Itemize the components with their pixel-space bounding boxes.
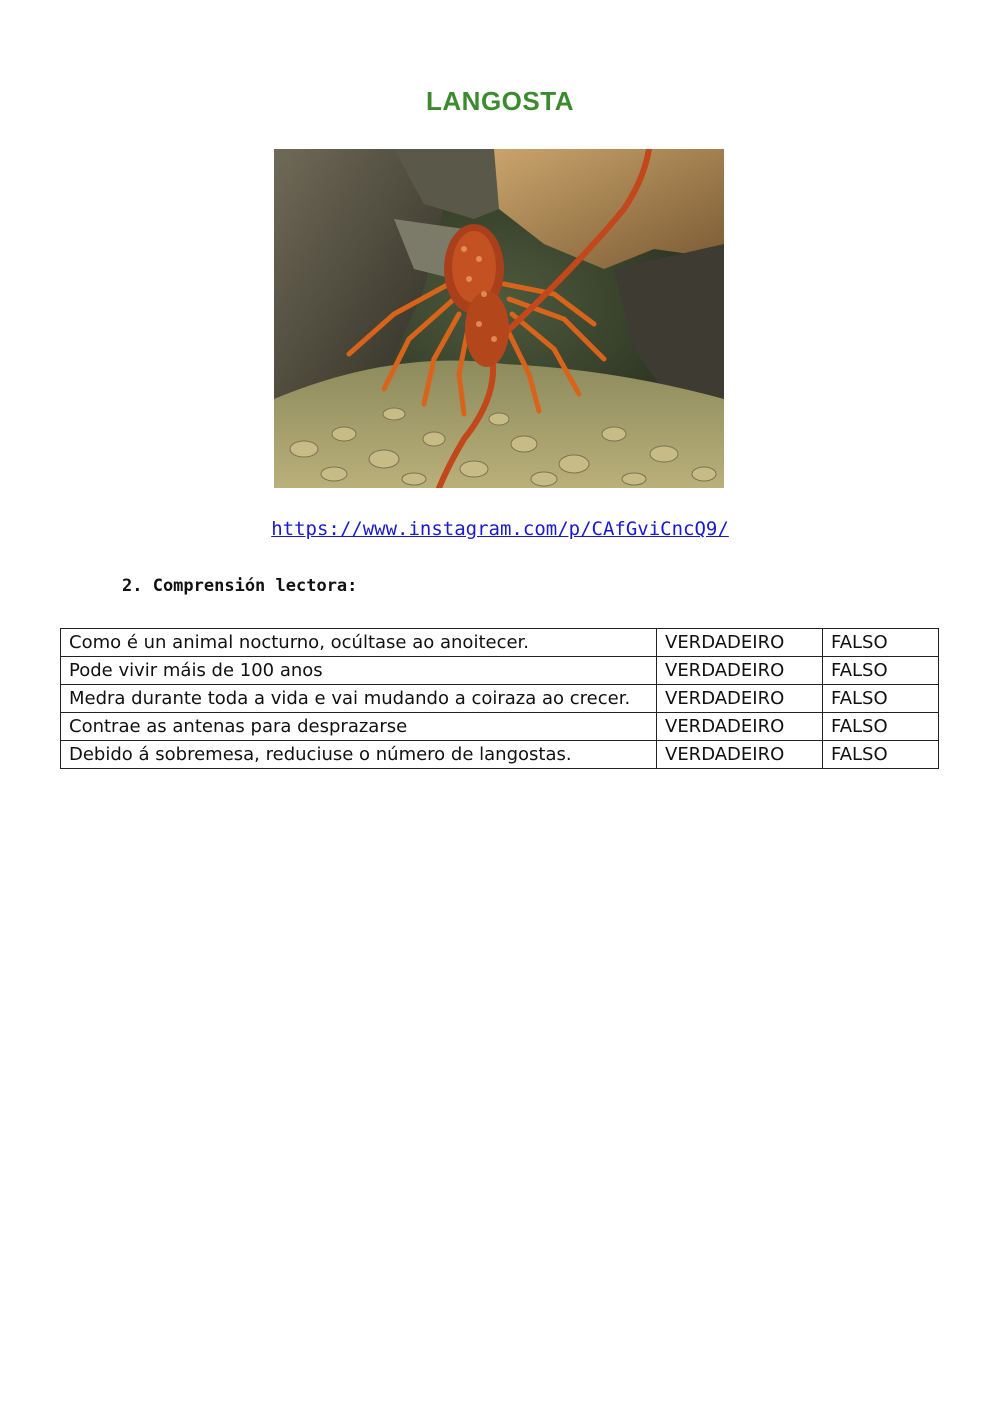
statement-cell: Pode vivir máis de 100 anos xyxy=(61,657,657,685)
statement-cell: Medra durante toda a vida e vai mudando a coiraza ao crecer. xyxy=(61,685,657,713)
false-option[interactable]: FALSO xyxy=(823,629,939,657)
true-option[interactable]: VERDADEIRO xyxy=(657,741,823,769)
true-option[interactable]: VERDADEIRO xyxy=(657,629,823,657)
true-false-table xyxy=(60,628,939,769)
table-row xyxy=(61,657,939,685)
true-option[interactable]: VERDADEIRO xyxy=(657,713,823,741)
section-heading: 2. Comprensión lectora: xyxy=(122,576,358,596)
false-option[interactable]: FALSO xyxy=(823,741,939,769)
false-option[interactable]: FALSO xyxy=(823,657,939,685)
table-row xyxy=(61,741,939,769)
false-option[interactable]: FALSO xyxy=(823,685,939,713)
true-option[interactable]: VERDADEIRO xyxy=(657,685,823,713)
statement-cell: Debido á sobremesa, reduciuse o número de langostas. xyxy=(61,741,657,769)
true-option[interactable]: VERDADEIRO xyxy=(657,657,823,685)
source-link[interactable]: https://www.instagram.com/p/CAfGviCncQ9/ xyxy=(271,518,729,540)
statement-cell: Contrae as antenas para desprazarse xyxy=(61,713,657,741)
lobster-photo xyxy=(274,149,724,488)
table-row xyxy=(61,685,939,713)
table-row xyxy=(61,713,939,741)
page-title: LANGOSTA xyxy=(426,86,574,116)
false-option[interactable]: FALSO xyxy=(823,713,939,741)
statement-cell: Como é un animal nocturno, ocúltase ao anoitecer. xyxy=(61,629,657,657)
table-row xyxy=(61,629,939,657)
